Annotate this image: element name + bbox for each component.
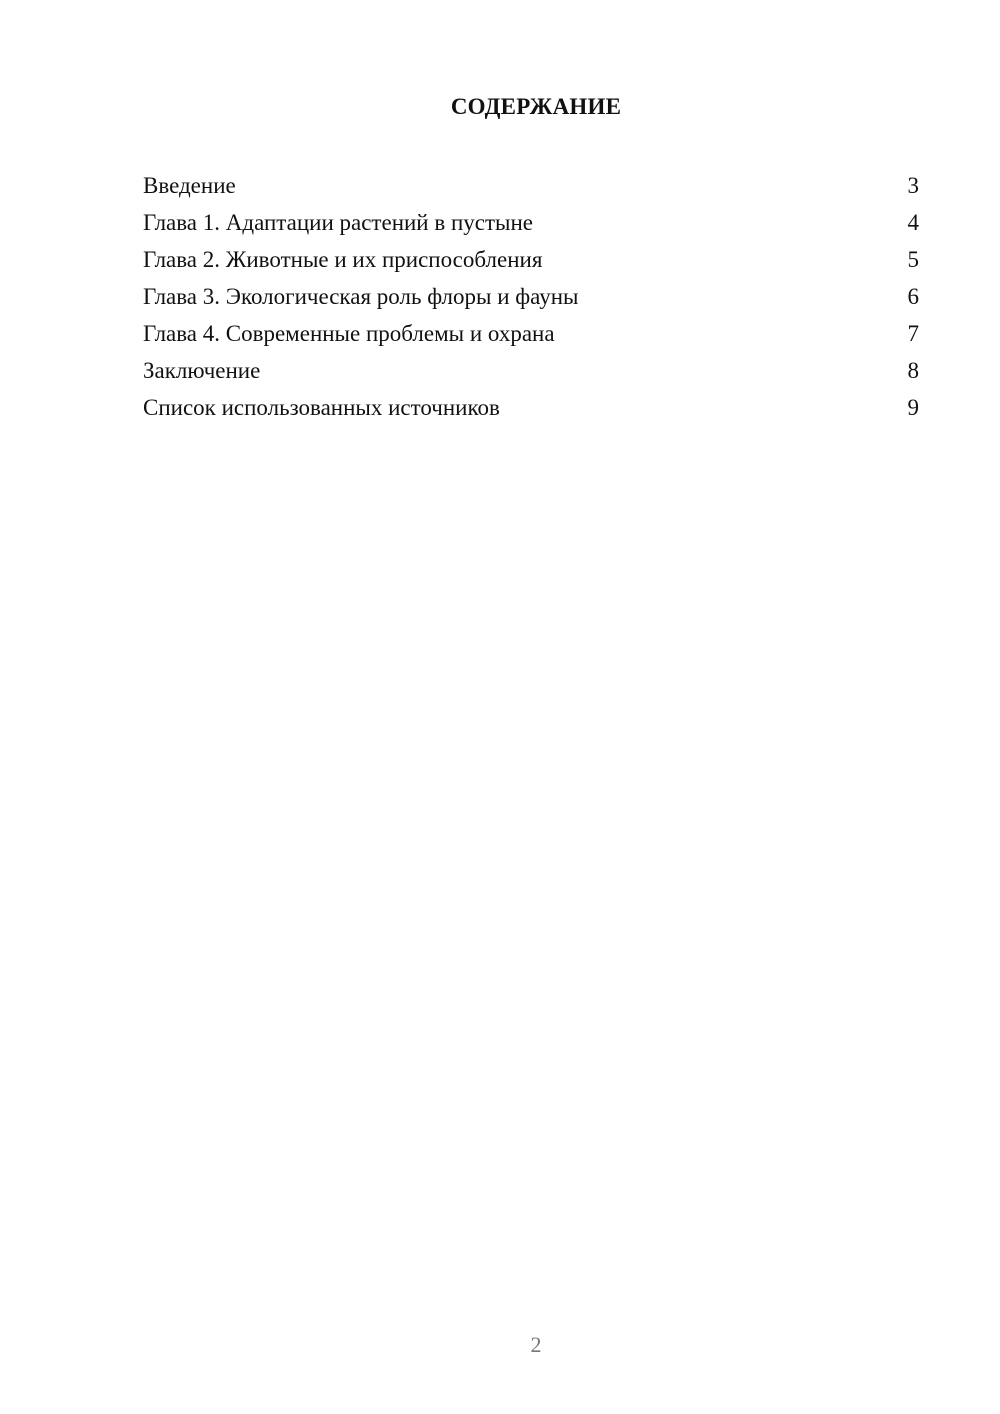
- toc-entry-chapter-2: [143, 241, 919, 278]
- table-of-contents: [143, 167, 919, 426]
- toc-title: СОДЕРЖАНИЕ: [450, 94, 622, 119]
- toc-entry-page: 4: [907, 210, 919, 235]
- toc-entry-page: 6: [907, 284, 919, 309]
- toc-entry-label: Введение: [143, 173, 236, 198]
- toc-entry-page: 8: [907, 358, 919, 383]
- toc-entry-label: Список использованных источников: [143, 395, 500, 420]
- toc-entry-label: Глава 3. Экологическая роль флоры и фауны: [143, 284, 579, 309]
- toc-entry-introduction: [143, 167, 919, 204]
- toc-entry-page: 7: [907, 321, 919, 346]
- toc-entry-label: Глава 1. Адаптации растений в пустыне: [143, 210, 534, 235]
- toc-entry-label: Заключение: [143, 358, 261, 383]
- toc-entry-chapter-3: [143, 278, 919, 315]
- toc-entry-page: 5: [907, 247, 919, 272]
- toc-entry-chapter-4: [143, 315, 919, 352]
- toc-entry-label: Глава 2. Животные и их приспособления: [143, 247, 543, 272]
- toc-entry-page: 9: [907, 395, 919, 420]
- toc-entry-page: 3: [907, 173, 919, 198]
- toc-entry-chapter-1: [143, 204, 919, 241]
- toc-entry-conclusion: [143, 352, 919, 389]
- toc-entry-references: [143, 389, 919, 426]
- toc-entry-label: Глава 4. Современные проблемы и охрана: [143, 321, 555, 346]
- page-number: 2: [530, 1332, 542, 1357]
